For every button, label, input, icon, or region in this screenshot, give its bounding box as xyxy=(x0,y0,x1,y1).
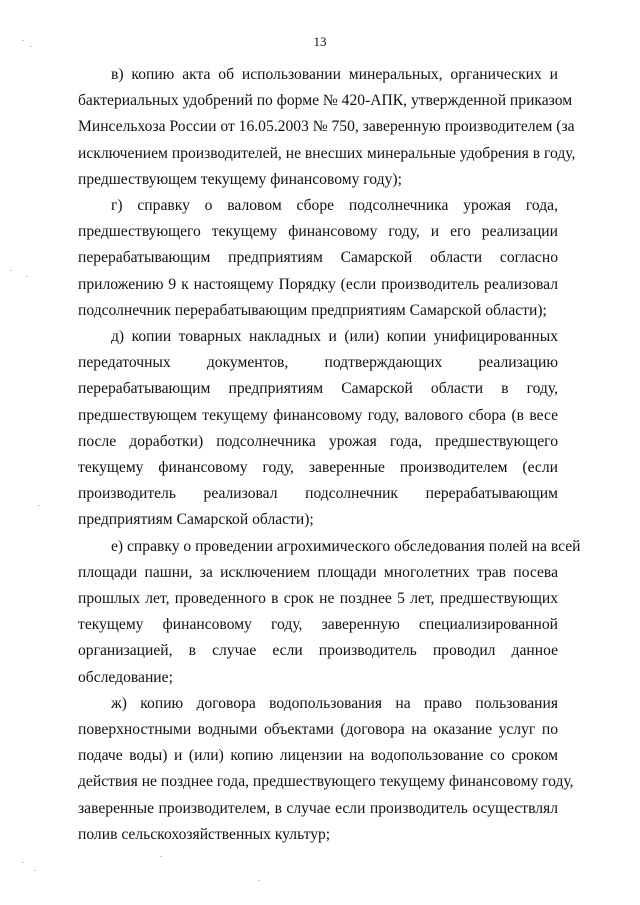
scan-speck xyxy=(22,40,24,41)
text-line: ж) копию договора водопользования на право пользования xyxy=(111,694,558,712)
text-line: бактериальных удобрений по форме № 420-АПК, утвержденной приказом xyxy=(78,92,573,110)
text-line: полив сельскохозяйственных культур; xyxy=(78,825,331,843)
text-line: обследование; xyxy=(78,668,173,686)
page-number: 13 xyxy=(313,34,327,49)
text-line: поверхностными водными объектами (договора на оказание услуг по xyxy=(78,721,558,739)
scan-speck xyxy=(10,270,12,271)
text-line: предприятиям Самарской области); xyxy=(78,511,314,529)
text-line: г) справку о валовом сборе подсолнечника урожая года, xyxy=(111,197,558,215)
text-line: перерабатывающим предприятиям Самарской области согласно xyxy=(78,249,558,267)
text-line: исключением производителей, не внесших минеральные удобрения в году, xyxy=(78,144,576,162)
text-line: предшествующего текущему финансовому году, и его реализации xyxy=(78,223,558,241)
paragraph-e xyxy=(78,534,581,691)
paragraph-g xyxy=(78,193,558,324)
text-line: текущему финансовому году, заверенные производителем (если xyxy=(78,459,558,477)
text-line: предшествующем текущему финансовому году, валового сбора (в весе xyxy=(78,406,558,424)
paragraph-v xyxy=(78,62,576,193)
scan-speck xyxy=(30,46,32,47)
text-line: прошлых лет, проведенного в срок не позднее 5 лет, предшествующих xyxy=(78,590,558,608)
text-line: после доработки) подсолнечника урожая года, предшествующего xyxy=(78,432,558,450)
scan-speck xyxy=(22,862,24,863)
text-line: производитель реализовал подсолнечник перерабатывающим xyxy=(78,485,558,503)
scan-speck xyxy=(160,856,162,857)
text-line: е) справку о проведении агрохимического обследования полей на всей xyxy=(111,537,581,555)
paragraph-zh xyxy=(78,691,574,848)
text-line: д) копии товарных накладных и (или) копии унифицированных xyxy=(111,328,558,346)
scan-speck xyxy=(258,880,260,881)
document-body xyxy=(78,62,581,848)
scan-speck xyxy=(26,276,28,277)
text-line: перерабатывающим предприятиям Самарской области в году, xyxy=(78,380,558,398)
text-line: передаточных документов, подтверждающих реализацию xyxy=(78,354,558,372)
scan-speck xyxy=(34,870,36,871)
scan-speck xyxy=(38,505,40,506)
text-line: Минсельхоза России от 16.05.2003 № 750, заверенную производителем (за xyxy=(78,118,575,136)
paragraph-d xyxy=(78,324,558,534)
text-line: подсолнечник перерабатывающим предприятиям Самарской области); xyxy=(78,301,547,319)
text-line: заверенные производителем, в случае если производитель осуществлял xyxy=(78,799,558,817)
text-line: приложению 9 к настоящему Порядку (если производитель реализовал xyxy=(78,275,558,293)
text-line: действия не позднее года, предшествующего текущему финансовому году, xyxy=(78,773,574,791)
text-line: предшествующем текущему финансовому году); xyxy=(78,170,402,188)
text-line: в) копию акта об использовании минеральных, органических и xyxy=(111,66,558,83)
text-line: организацией, в случае если производитель проводил данное xyxy=(78,642,558,660)
text-line: текущему финансовому году, заверенную специализированной xyxy=(78,616,558,634)
text-line: площади пашни, за исключением площади многолетних трав посева xyxy=(78,563,558,581)
text-line: подаче воды) и (или) копию лицензии на водопользование со сроком xyxy=(78,747,558,765)
